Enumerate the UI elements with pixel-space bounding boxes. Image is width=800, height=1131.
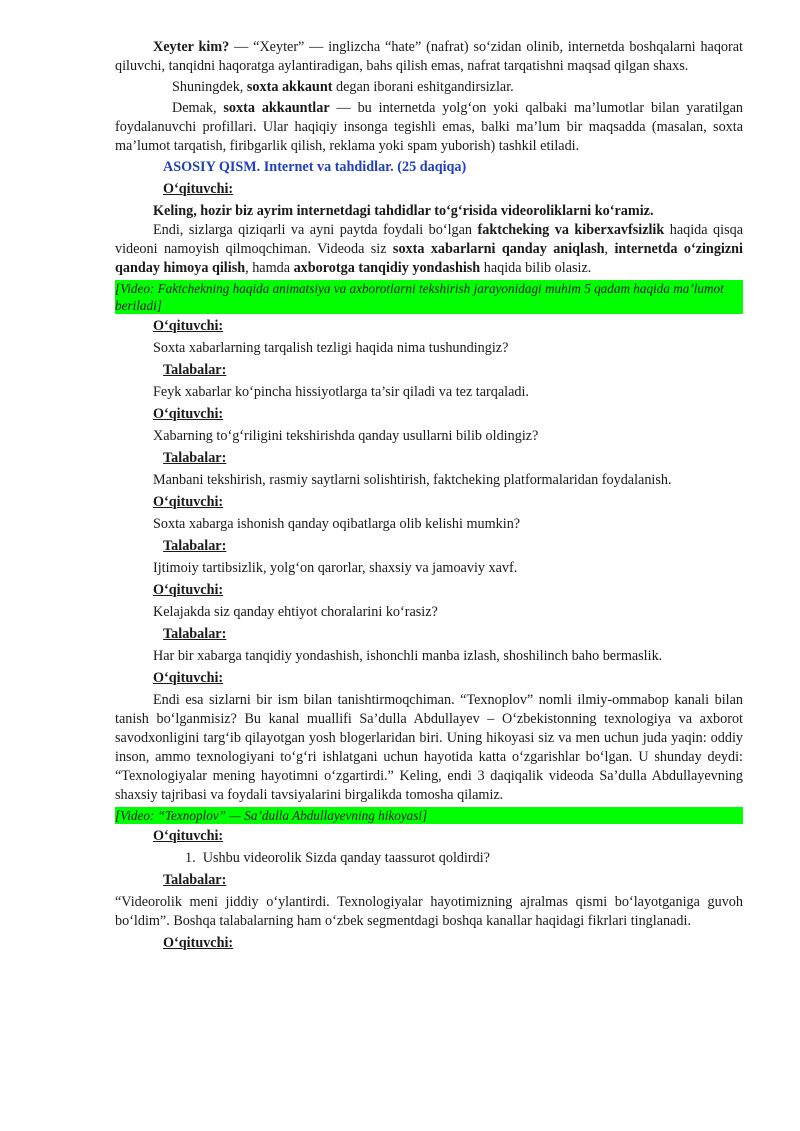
term-fake-accounts: soxta akkauntlar [223,100,330,116]
list-number: 1. [185,850,196,866]
students-impression-paragraph: “Videorolik meni jiddiy o‘ylantirdi. Texnologiyalar hayotimizning ajralmas qismi bo‘layotganiga guvoh bo‘ldim”. Boshqa talabalarning ham o‘zbek segmentdagi boshqa kanallar haqidagi fikrlari tinglanadi. [115,894,743,929]
students-answer: Ijtimoiy tartibsizlik, yolg‘on qarorlar, shaxsiy va jamoaviy xavf. [153,560,518,576]
fake-account-intro-post: degan iborani eshitgandirsizlar. [332,79,514,95]
video-intro-f: internetda o‘zingizni qanday himoya qilish [115,241,743,276]
teacher-question: Soxta xabarga ishonish qanday oqibatlarga olib kelishi mumkin? [153,516,521,532]
speaker-students: Talabalar: [163,450,227,466]
teacher-question: Xabarning to‘g‘riligini tekshirishda qanday usullarni bilib oldingiz? [153,428,539,444]
video-intro-i: haqida bilib olasiz. [480,260,592,276]
speaker-teacher: O‘qituvchi: [153,670,224,686]
section-heading: ASOSIY QISM. Internet va tahdidlar. (25 daqiqa) [163,159,467,175]
fake-account-def-pre: Demak, [172,100,224,116]
fake-account-definition-paragraph [115,99,743,156]
hater-definition-text: — “Xeyter” — inglizcha “hate” (nafrat) so‘zidan olinib, internetda boshqalarni haqorat qiluvchi, tanqidni haqoratga aylantiradigan, bahs qilish emas, nafrat tarqatishni maqsad qilgan shaxs. [115,39,743,74]
speaker-students: Talabalar: [163,538,227,554]
students-answer: Har bir xabarga tanqidiy yondashish, ishonchli manba izlash, shoshilinch baho bermaslik. [153,648,663,664]
document-page [115,38,743,953]
hater-definition-paragraph [115,38,743,76]
video-intro-b: faktcheking va kiberxavfsizlik [477,222,665,238]
term-hater: Xeyter kim? [153,39,230,55]
intro-bold-line: Keling, hozir biz ayrim internetdagi tahdidlar to‘g‘risida videoroliklarni ko‘ramiz. [153,203,654,219]
speaker-teacher: O‘qituvchi: [153,494,224,510]
video-intro-paragraph [115,221,743,278]
speaker-teacher: O‘qituvchi: [163,181,234,197]
list-item-text: Ushbu videorolik Sizda qanday taassurot qoldirdi? [202,850,490,866]
video-intro-a: Endi, sizlarga qiziqarli va ayni paytda foydali bo‘lgan [153,222,478,238]
video-note-texnoplov: [Video: “Texnoplov” — Sa’dulla Abdullayevning hikoyasi] [115,807,743,824]
speaker-students: Talabalar: [163,362,227,378]
video-intro-c: haqida qisqa videoni namoyish qilmoqchiman. Videoda siz [115,222,743,257]
video-intro-e: , [604,241,615,257]
fake-account-intro-paragraph [115,78,743,97]
speaker-teacher: O‘qituvchi: [163,935,234,951]
students-answer: Manbani tekshirish, rasmiy saytlarni solishtirish, faktcheking platformalaridan foydalanish. [153,472,672,488]
speaker-teacher: O‘qituvchi: [153,582,224,598]
speaker-students: Talabalar: [163,872,227,888]
video-note-factchecking: [Video: Faktchekning haqida animatsiya va axborotlarni tekshirish jarayonidagi muhim 5 qadam haqida ma’lumot beriladi] [115,280,743,314]
fake-account-intro-pre: Shuningdek, [172,79,247,95]
list-item [185,849,743,868]
teacher-question: Soxta xabarlarning tarqalish tezligi haqida nima tushundingiz? [153,340,509,356]
video-intro-h: axborotga tanqidiy yondashish [293,260,481,276]
speaker-teacher: O‘qituvchi: [153,828,224,844]
speaker-teacher: O‘qituvchi: [153,406,224,422]
speaker-teacher: O‘qituvchi: [153,318,224,334]
speaker-students: Talabalar: [163,626,227,642]
teacher-question: Kelajakda siz qanday ehtiyot choralarini ko‘rasiz? [153,604,438,620]
term-fake-account: soxta akkaunt [246,79,333,95]
fake-account-def-post: — bu internetda yolg‘on yoki qalbaki ma’lumotlar bilan yaratilgan foydalanuvchi profillari. Ular haqiqiy insonga tegishli emas, balki ma’lum bir maqsadda (masalan, soxta ma’lumot tarqatish, firibgarlik qilish, reklama yoki spam yuborish) tashkil etiladi. [115,100,743,154]
video-intro-g: , hamda [245,260,294,276]
texnoplov-intro-paragraph: Endi esa sizlarni bir ism bilan tanishtirmoqchiman. “Texnoplov” nomli ilmiy-ommabop kanali bilan tanish bo‘lganmisiz? Bu kanal muallifi Sa’dulla Abdullayev – O‘zbekistonning texnologiya va axborot savodxonligini targ‘ib qilayotgan yosh blogerlaridan biri. Uning hikoyasi siz va men uchun juda yaqin: oddiy inson, ammo texnologiyani to‘g‘ri ishlatgani uchun hayotida katta o‘zgarishlar bo‘lgan. U shunday deydi: “Texnologiyalar mening hayotimni o‘zgartirdi.” Keling, endi 3 daqiqalik videoda Sa’dulla Abdullayevning shaxsiy tajribasi va foydali tavsiyalarini birgalikda tomosha qilamiz. [115,692,743,803]
students-answer: Feyk xabarlar ko‘pincha hissiyotlarga ta’sir qiladi va tez tarqaladi. [153,384,529,400]
video-intro-d: soxta xabarlarni qanday aniqlash [392,241,605,257]
